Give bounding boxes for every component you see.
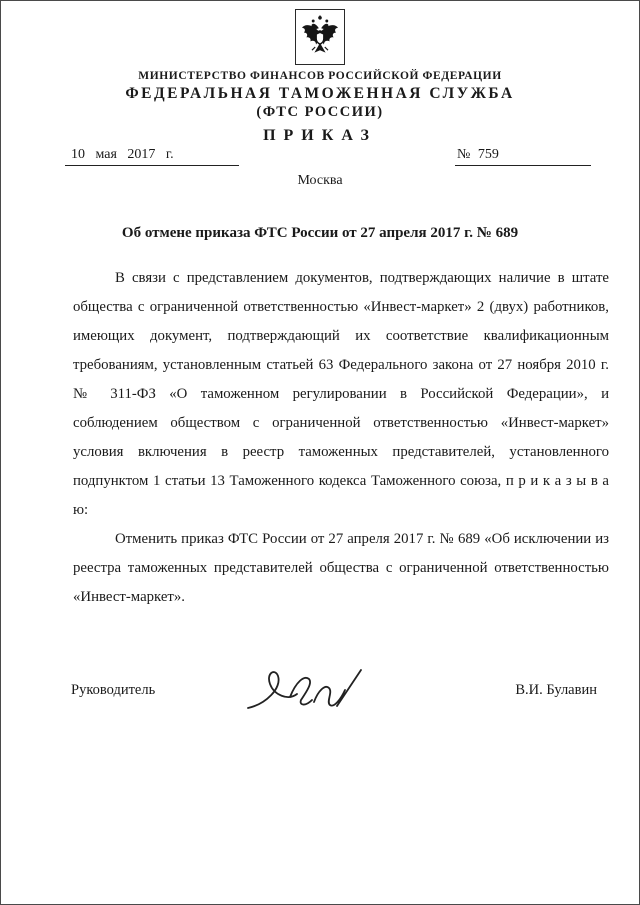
double-headed-eagle-icon [300, 14, 340, 60]
agency-name: ФЕДЕРАЛЬНАЯ ТАМОЖЕННАЯ СЛУЖБА [125, 85, 515, 102]
ministry-name: МИНИСТЕРСТВО ФИНАНСОВ РОССИЙСКОЙ ФЕДЕРАЦИИ [138, 70, 502, 82]
handwritten-signature [240, 664, 370, 716]
signer-role: Руководитель [71, 681, 156, 698]
signature-block [1, 664, 639, 716]
signer-name: В.И. Булавин [515, 681, 597, 698]
document-body [1, 264, 639, 612]
document-title: Об отмене приказа ФТС России от 27 апреля 2017 г. № 689 [121, 225, 519, 241]
document-date: 10 мая 2017 г. [65, 147, 239, 166]
paragraph-order: Отменить приказ ФТС России от 27 апреля 2017 г. № 689 «Об исключении из реестра таможенных представителей общества с ограниченной ответственностью «Инвест-маркет». [73, 531, 609, 605]
document-city: Москва [297, 173, 343, 188]
signature-icon [240, 664, 370, 716]
document-type-heading: ПРИКАЗ [263, 127, 377, 144]
coat-of-arms-box [295, 9, 345, 65]
agency-short-name: (ФТС РОССИИ) [256, 104, 384, 120]
document-number: № 759 [455, 147, 591, 166]
date-number-row [1, 147, 639, 166]
paragraph-preamble: В связи с представлением документов, подтверждающих наличие в штате общества с ограниченной ответственностью «Инвест-маркет» 2 (двух) работников, имеющих документ, подтверждающий их соответствие квалификационным требованиям, установленным статьей 63 Федерального закона от 27 ноября 2010 г. № 311-ФЗ «О таможенном регулировании в Российской Федерации», и соблюдением обществом с ограниченной ответственностью «Инвест-маркет» условия включения в реестр таможенных представителей, установленного подпунктом 1 статьи 13 Таможенного кодекса Таможенного союза, п р и к а з ы в а ю: [73, 270, 609, 518]
